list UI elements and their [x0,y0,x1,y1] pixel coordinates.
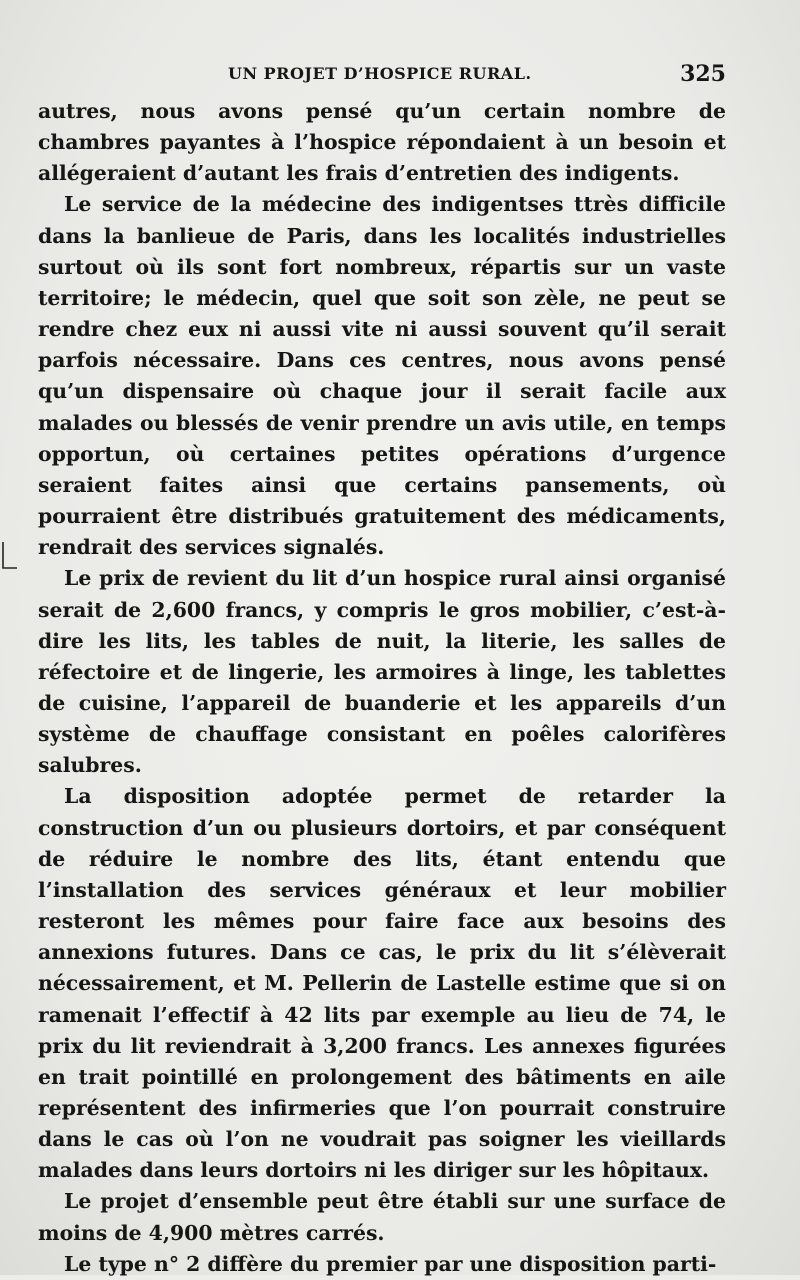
page-number: 325 [680,61,726,87]
paragraph-type-two: Le type n° 2 diffère du premier par une disposition parti- [64,1251,717,1276]
body-text [38,96,726,1280]
margin-bracket-mark [0,540,20,572]
paragraph-medical-service: Le service de la médecine des indigentses ttrès difficile dans la banlieue de Paris, dans les localités industrielles surtout où ils sont fort nombreux, répartis sur un vaste territoire; le médecin, quel que soit son zèle, ne peut se rendre chez eux ni aussi vite ni aussi souvent qu’il serait parfois nécessaire. Dans ces centres, nous avons pensé qu’un dispensaire où chaque jour il serait facile aux malades ou blessés de venir prendre un avis utile, en temps opportun, où certaines petites opérations d’urgence seraient faites ainsi que certains pansements, où pourraient être distribués gratuitement des médicaments, rendrait des services signalés. [38,192,726,560]
page-header [38,62,726,88]
paragraph-bed-cost: Le prix de revient du lit d’un hospice rural ainsi organisé serait de 2,600 francs, y compris le gros mobilier, c’est-à-dire les lits, les tables de nuit, la literie, les salles de réfectoire et de lingerie, les armoires à linge, les tablettes de cuisine, l’appareil de buanderie et les appareils d’un système de chauffage consistant en poêles calorifères salubres. [38,566,726,778]
paragraph-surface: Le projet d’ensemble peut être établi sur une surface de moins de 4,900 mètres carrés. [38,1189,726,1245]
paragraph-continued: autres, nous avons pensé qu’un certain nombre de chambres payantes à l’hospice répondaient à un besoin et allégeraient d’autant les frais d’entretien des indigents. [38,99,726,186]
running-head: UN PROJET D’HOSPICE RURAL. [228,64,532,83]
paragraph-layout-disposition: La disposition adoptée permet de retarder la construction d’un ou plusieurs dortoirs, et par conséquent de réduire le nombre des lits, étant entendu que l’installation des services généraux et leur mobilier resteront les mêmes pour faire face aux besoins des annexions futures. Dans ce cas, le prix du lit s’élèverait nécessairement, et M. Pellerin de Lastelle estime que si on ramenait l’effectif à 42 lits par exemple au lieu de 74, le prix du lit reviendrait à 3,200 francs. Les annexes figurées en trait pointillé en prolongement des bâtiments en aile représentent des infirmeries que l’on pourrait construire dans le cas où l’on ne voudrait pas soigner les vieillards malades dans leurs dortoirs ni les diriger sur les hôpitaux. [38,784,726,1183]
